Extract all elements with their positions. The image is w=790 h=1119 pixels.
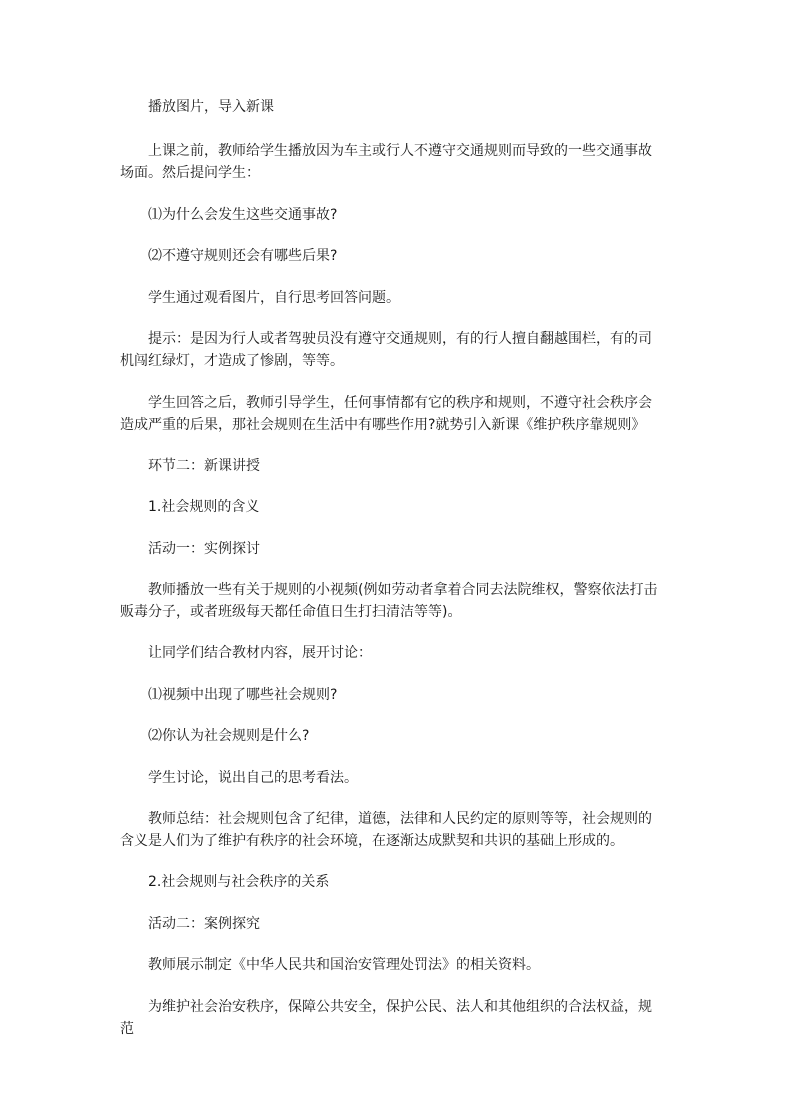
paragraph-3: ⑴为什么会发生这些交通事故? xyxy=(148,207,338,223)
paragraph-16: 教师总结：社会规则包含了纪律，道德，法律和人民约定的原则等等，社会规则的含义是人们为了维护有秩序的社会环境，在逐渐达成默契和共识的基础上形成的。 xyxy=(120,811,652,849)
paragraph-14: ⑵你认为社会规则是什么? xyxy=(148,728,310,744)
subsection-heading-1: 1.社会规则的含义 xyxy=(148,499,260,515)
section-heading: 环节二：新课讲授 xyxy=(148,458,260,474)
paragraph-5: 学生通过观看图片，自行思考回答问题。 xyxy=(148,290,400,306)
paragraph-2: 上课之前，教师给学生播放因为车主或行人不遵守交通规则而导致的一些交通事故场面。然后提问学生： xyxy=(120,143,652,181)
paragraph-20: 为维护社会治安秩序，保障公共安全，保护公民、法人和其他组织的合法权益，规范 xyxy=(120,999,652,1037)
paragraph-1: 播放图片，导入新课 xyxy=(148,99,274,115)
paragraph-11: 教师播放一些有关于规则的小视频(例如劳动者拿着合同去法院维权，警察依法打击贩毒分子，或者班级每天都任命值日生打扫清洁等等)。 xyxy=(120,582,658,620)
activity-heading-2: 活动二：案例探究 xyxy=(148,916,260,932)
paragraph-4: ⑵不遵守规则还会有哪些后果? xyxy=(148,248,338,264)
paragraph-12: 让同学们结合教材内容，展开讨论： xyxy=(148,645,372,661)
paragraph-7: 学生回答之后，教师引导学生，任何事情都有它的秩序和规则，不遵守社会秩序会造成严重的后果，那社会规则在生活中有哪些作用?就势引入新课《维护秩序靠规则》 xyxy=(120,395,652,433)
activity-heading-1: 活动一：实例探讨 xyxy=(148,541,260,557)
paragraph-19: 教师展示制定《中华人民共和国治安管理处罚法》的相关资料。 xyxy=(148,957,540,973)
paragraph-13: ⑴视频中出现了哪些社会规则? xyxy=(148,687,338,703)
paragraph-15: 学生讨论，说出自己的思考看法。 xyxy=(148,770,358,786)
subsection-heading-2: 2.社会规则与社会秩序的关系 xyxy=(148,874,330,890)
paragraph-6: 提示：是因为行人或者驾驶员没有遵守交通规则，有的行人擅自翻越围栏，有的司机闯红绿灯，才造成了惨剧，等等。 xyxy=(120,331,652,369)
